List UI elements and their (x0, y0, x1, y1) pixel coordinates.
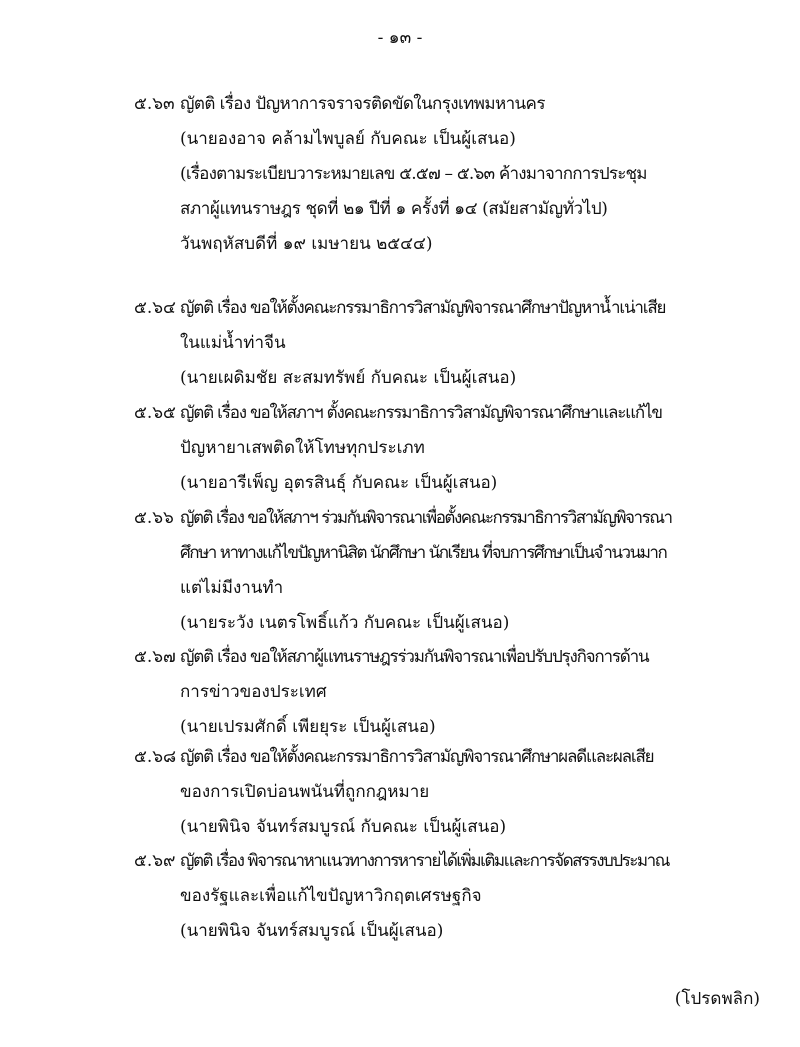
agenda-item-body (180, 87, 760, 262)
page-number: - ๑๓ - (377, 28, 423, 48)
agenda-item-number: ๕.๖๔ (134, 298, 176, 318)
agenda-item-line: ญัตติ เรื่อง ขอให้ตั้งคณะกรรมาธิการวิสามัญพิจารณาศึกษาปัญหาน้ำเน่าเสีย (180, 298, 666, 318)
agenda-item-line: ปัญหายาเสพติดให้โทษทุกประเภท (180, 438, 425, 458)
agenda-item-body (180, 291, 760, 396)
agenda-item-number: ๕.๖๙ (134, 851, 176, 871)
agenda-item-line: ของรัฐและเพื่อแก้ไขปัญหาวิกฤตเศรษฐกิจ (180, 886, 482, 906)
agenda-item-line: (นายเปรมศักดิ์ เพียยุระ เป็นผู้เสนอ) (180, 717, 436, 737)
agenda-item-line: ในแม่น้ำท่าจีน (180, 333, 286, 353)
agenda-item-line: ญัตติ เรื่อง ปัญหาการจราจรติดขัดในกรุงเทพมหานคร (180, 94, 545, 114)
agenda-item-line: (เรื่องตามระเบียบวาระหมายเลข ๕.๕๗ – ๕.๖๓ ค้างมาจากการประชุม (180, 164, 647, 184)
agenda-item-line: แต่ไม่มีงานทำ (180, 578, 284, 598)
agenda-item-line: ญัตติ เรื่อง พิจารณาหาแนวทางการหารายได้เพิ่มเติมและการจัดสรรงบประมาณ (180, 851, 669, 871)
agenda-item-body (180, 640, 760, 745)
agenda-item-line: (นายเผดิมชัย สะสมทรัพย์ กับคณะ เป็นผู้เสนอ) (180, 368, 517, 388)
agenda-item-line: วันพฤหัสบดีที่ ๑๙ เมษายน ๒๕๔๔) (180, 234, 433, 254)
agenda-item-body (180, 740, 760, 845)
agenda-item-line: ญัตติ เรื่อง ขอให้ตั้งคณะกรรมาธิการวิสามัญพิจารณาศึกษาผลดีและผลเสีย (180, 747, 654, 767)
agenda-item-line: ศึกษา หาทางแก้ไขปัญหานิสิต นักศึกษา นักเรียน ที่จบการศึกษาเป็นจำนวนมาก (180, 543, 667, 563)
agenda-item-body (180, 501, 760, 641)
agenda-item-line: การข่าวของประเทศ (180, 682, 327, 702)
agenda-item-body (180, 396, 760, 501)
agenda-item-line: ของการเปิดบ่อนพนันที่ถูกกฎหมาย (180, 782, 430, 802)
agenda-item-line: (นายพินิจ จันทร์สมบูรณ์ เป็นผู้เสนอ) (180, 921, 444, 941)
agenda-item-body (180, 844, 760, 949)
agenda-item-line: (นายพินิจ จันทร์สมบูรณ์ กับคณะ เป็นผู้เสนอ) (180, 817, 507, 837)
agenda-item-number: ๕.๖๘ (134, 747, 177, 767)
agenda-item-number: ๕.๖๖ (134, 508, 174, 528)
agenda-item-line: (นายระวัง เนตรโพธิ์แก้ว กับคณะ เป็นผู้เสนอ) (180, 613, 510, 633)
agenda-item-line: ญัตติ เรื่อง ขอให้สภาฯ ตั้งคณะกรรมาธิการวิสามัญพิจารณาศึกษาและแก้ไข (180, 403, 662, 423)
agenda-item-line: (นายอารีเพ็ญ อุตรสินธุ์ กับคณะ เป็นผู้เสนอ) (180, 473, 498, 493)
agenda-item-line: สภาผู้แทนราษฎร ชุดที่ ๒๑ ปีที่ ๑ ครั้งที่ ๑๔ (สมัยสามัญทั่วไป) (180, 199, 608, 219)
agenda-item-line: (นายองอาจ คล้ามไพบูลย์ กับคณะ เป็นผู้เสนอ) (180, 129, 516, 149)
agenda-item-number: ๕.๖๓ (134, 94, 175, 114)
agenda-item-number: ๕.๖๕ (134, 403, 176, 423)
agenda-item-number: ๕.๖๗ (134, 647, 176, 667)
agenda-item-line: ญัตติ เรื่อง ขอให้สภาฯ ร่วมกันพิจารณาเพื่อตั้งคณะกรรมาธิการวิสามัญพิจารณา (180, 508, 672, 528)
agenda-item-line: ญัตติ เรื่อง ขอให้สภาผู้แทนราษฎรร่วมกันพิจารณาเพื่อปรับปรุงกิจการด้าน (180, 647, 649, 667)
please-turn-over-note: (โปรดพลิก) (674, 989, 760, 1009)
